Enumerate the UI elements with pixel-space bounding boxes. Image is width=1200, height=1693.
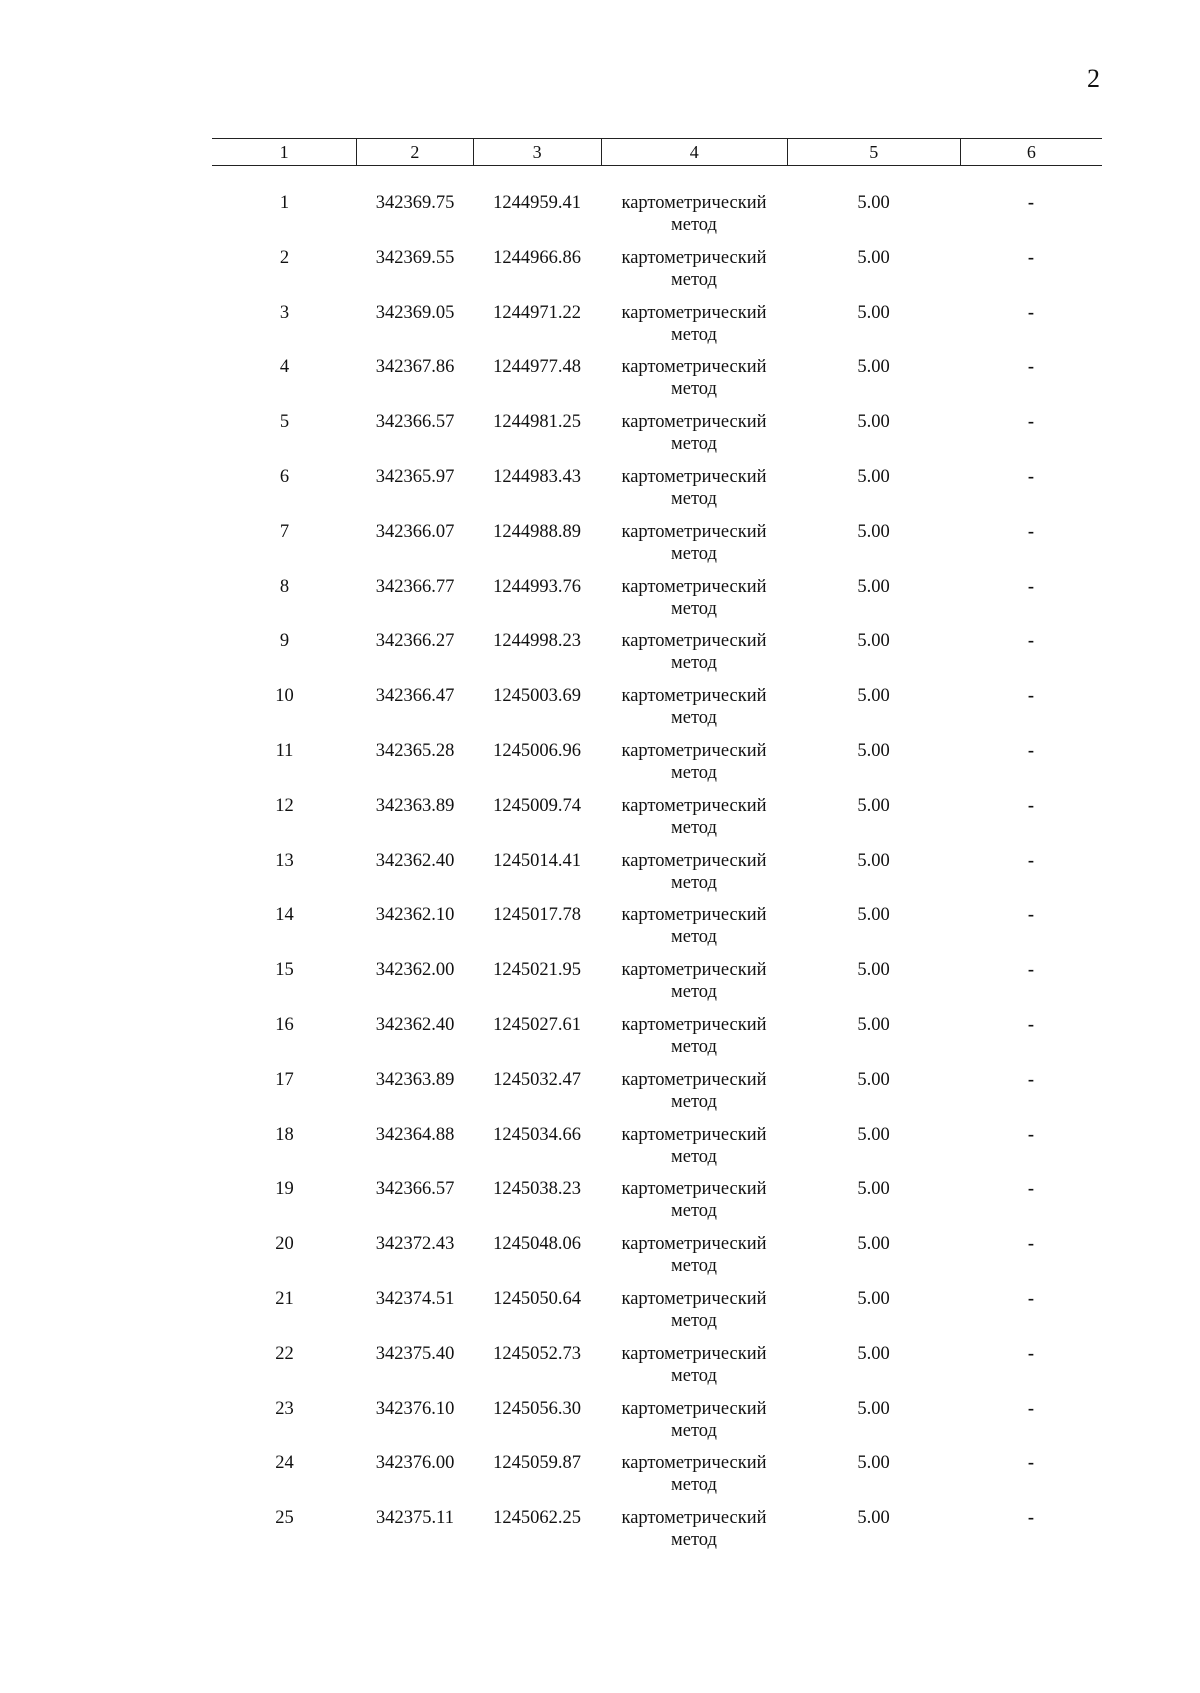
note-value: -: [1027, 740, 1035, 761]
coordinate-y: 1245009.74: [493, 795, 581, 816]
coordinate-x: 342362.00: [375, 960, 455, 981]
method-cell: [601, 795, 787, 850]
coordinate-x: 342369.05: [375, 302, 455, 323]
method-line-2: метод: [671, 817, 717, 838]
coordinate-y: 1245038.23: [493, 1179, 581, 1200]
note-value: -: [1027, 1453, 1035, 1474]
note-value: -: [1027, 850, 1035, 871]
accuracy-value: 5.00: [857, 576, 890, 597]
method-line-1: картометрический: [621, 576, 767, 597]
note-value: -: [1027, 412, 1035, 433]
point-number: 24: [275, 1453, 294, 1474]
coordinate-x: 342366.27: [375, 631, 455, 652]
coordinate-y: 1244977.48: [493, 357, 581, 378]
table-row: [212, 850, 1102, 905]
table-row: [212, 685, 1102, 740]
method-line-1: картометрический: [621, 1234, 767, 1255]
coordinate-x: 342362.10: [375, 905, 455, 926]
accuracy-value: 5.00: [857, 1124, 890, 1145]
table-row: [212, 904, 1102, 959]
method-line-2: метод: [671, 1256, 717, 1277]
note-value: -: [1027, 1288, 1035, 1309]
method-line-1: картометрический: [621, 302, 767, 323]
accuracy-value: 5.00: [857, 247, 890, 268]
note-value: -: [1027, 960, 1035, 981]
coordinate-y: 1245062.25: [493, 1508, 581, 1529]
note-value: -: [1027, 193, 1035, 213]
table-row: [212, 740, 1102, 795]
point-number: 15: [275, 960, 294, 981]
coordinate-y: 1245003.69: [493, 686, 581, 707]
method-line-1: картометрический: [621, 1069, 767, 1090]
method-line-2: метод: [671, 1420, 717, 1441]
coordinate-x: 342366.77: [375, 576, 455, 597]
method-line-1: картометрический: [621, 412, 767, 433]
method-line-2: метод: [671, 982, 717, 1003]
method-line-2: метод: [671, 543, 717, 564]
header-cell-3: 3: [474, 139, 602, 165]
method-cell: [601, 630, 787, 685]
note-value: -: [1027, 795, 1035, 816]
header-cell-2: 2: [357, 139, 473, 165]
note-value: -: [1027, 521, 1035, 542]
coordinate-y: 1244981.25: [493, 412, 581, 433]
method-cell: [601, 247, 787, 302]
method-line-2: метод: [671, 1146, 717, 1167]
table-row: [212, 1178, 1102, 1233]
table-row: [212, 411, 1102, 466]
table-row: [212, 1014, 1102, 1069]
point-number: 18: [275, 1124, 294, 1145]
table-row: [212, 356, 1102, 411]
coordinate-x: 342375.11: [376, 1508, 454, 1529]
accuracy-value: 5.00: [857, 1014, 890, 1035]
method-line-1: картометрический: [621, 1453, 767, 1474]
coordinate-x: 342372.43: [375, 1234, 455, 1255]
method-cell: [601, 1343, 787, 1398]
point-number: 25: [275, 1508, 294, 1529]
point-number: 5: [279, 412, 290, 433]
method-line-2: метод: [671, 653, 717, 674]
method-cell: [601, 192, 787, 247]
coordinate-y: 1245059.87: [493, 1453, 581, 1474]
table-row: [212, 1233, 1102, 1288]
note-value: -: [1027, 576, 1035, 597]
method-line-1: картометрический: [621, 193, 767, 213]
coordinate-x: 342366.57: [375, 1179, 455, 1200]
coordinate-y: 1244971.22: [493, 302, 581, 323]
method-line-2: метод: [671, 927, 717, 948]
coordinate-x: 342362.40: [375, 850, 455, 871]
table-row: [212, 192, 1102, 247]
accuracy-value: 5.00: [857, 1508, 890, 1529]
method-cell: [601, 904, 787, 959]
table-row: [212, 1288, 1102, 1343]
note-value: -: [1027, 1234, 1035, 1255]
table-row: [212, 630, 1102, 685]
method-line-2: метод: [671, 269, 717, 290]
method-line-1: картометрический: [621, 1288, 767, 1309]
method-cell: [601, 1507, 787, 1562]
table-body: [212, 192, 1102, 1562]
method-cell: [601, 685, 787, 740]
method-line-1: картометрический: [621, 850, 767, 871]
method-cell: [601, 356, 787, 411]
table-row: [212, 1398, 1102, 1453]
table-row: [212, 1507, 1102, 1562]
coordinate-x: 342367.86: [375, 357, 455, 378]
method-cell: [601, 411, 787, 466]
point-number: 7: [279, 521, 290, 542]
method-cell: [601, 1014, 787, 1069]
method-cell: [601, 576, 787, 631]
coordinate-x: 342363.89: [375, 795, 455, 816]
method-cell: [601, 850, 787, 905]
method-cell: [601, 466, 787, 521]
table-row: [212, 795, 1102, 850]
method-line-2: метод: [671, 1036, 717, 1057]
note-value: -: [1027, 686, 1035, 707]
point-number: 13: [275, 850, 294, 871]
coordinate-y: 1245021.95: [493, 960, 581, 981]
note-value: -: [1027, 1398, 1035, 1419]
method-line-2: метод: [671, 1091, 717, 1112]
table-row: [212, 1069, 1102, 1124]
method-line-1: картометрический: [621, 1014, 767, 1035]
coordinate-y: 1245006.96: [493, 740, 581, 761]
point-number: 10: [275, 686, 294, 707]
method-line-2: метод: [671, 708, 717, 729]
point-number: 3: [279, 302, 290, 323]
coordinate-y: 1244988.89: [493, 521, 581, 542]
method-line-1: картометрический: [621, 1398, 767, 1419]
point-number: 20: [275, 1234, 294, 1255]
note-value: -: [1027, 357, 1035, 378]
accuracy-value: 5.00: [857, 1234, 890, 1255]
coordinate-y: 1245056.30: [493, 1398, 581, 1419]
coordinate-x: 342365.97: [375, 466, 455, 487]
method-line-2: метод: [671, 215, 717, 235]
coordinate-y: 1244966.86: [493, 247, 581, 268]
method-line-2: метод: [671, 598, 717, 619]
note-value: -: [1027, 247, 1035, 268]
table-row: [212, 466, 1102, 521]
coordinate-x: 342375.40: [375, 1343, 455, 1364]
coordinate-y: 1245014.41: [493, 850, 581, 871]
method-line-2: метод: [671, 872, 717, 893]
note-value: -: [1027, 1508, 1035, 1529]
coordinate-y: 1245017.78: [493, 905, 581, 926]
coordinate-x: 342369.75: [375, 193, 455, 213]
table-row: [212, 1452, 1102, 1507]
page-number: 2: [1087, 64, 1100, 93]
accuracy-value: 5.00: [857, 740, 890, 761]
coordinate-y: 1244998.23: [493, 631, 581, 652]
method-cell: [601, 1233, 787, 1288]
method-line-2: метод: [671, 1310, 717, 1331]
coordinate-x: 342366.47: [375, 686, 455, 707]
method-cell: [601, 1288, 787, 1343]
accuracy-value: 5.00: [857, 466, 890, 487]
note-value: -: [1027, 302, 1035, 323]
note-value: -: [1027, 1069, 1035, 1090]
accuracy-value: 5.00: [857, 302, 890, 323]
note-value: -: [1027, 466, 1035, 487]
coordinate-y: 1244993.76: [493, 576, 581, 597]
accuracy-value: 5.00: [857, 795, 890, 816]
coordinate-x: 342362.40: [375, 1014, 455, 1035]
method-cell: [601, 1069, 787, 1124]
accuracy-value: 5.00: [857, 193, 890, 213]
method-cell: [601, 959, 787, 1014]
coordinate-x: 342365.28: [375, 740, 455, 761]
method-line-1: картометрический: [621, 466, 767, 487]
accuracy-value: 5.00: [857, 1179, 890, 1200]
method-cell: [601, 1398, 787, 1453]
coordinate-y: 1245048.06: [493, 1234, 581, 1255]
method-line-2: метод: [671, 1201, 717, 1222]
method-line-1: картометрический: [621, 1179, 767, 1200]
coordinate-y: 1245052.73: [493, 1343, 581, 1364]
method-line-1: картометрический: [621, 686, 767, 707]
method-line-1: картометрический: [621, 247, 767, 268]
coordinate-y: 1245032.47: [493, 1069, 581, 1090]
coordinate-x: 342363.89: [375, 1069, 455, 1090]
method-line-2: метод: [671, 1530, 717, 1551]
accuracy-value: 5.00: [857, 1288, 890, 1309]
table-row: [212, 302, 1102, 357]
coordinate-x: 342366.57: [375, 412, 455, 433]
method-line-2: метод: [671, 1365, 717, 1386]
point-number: 2: [279, 247, 290, 268]
table-row: [212, 247, 1102, 302]
method-line-1: картометрический: [621, 905, 767, 926]
accuracy-value: 5.00: [857, 960, 890, 981]
coordinate-x: 342366.07: [375, 521, 455, 542]
method-line-1: картометрический: [621, 960, 767, 981]
accuracy-value: 5.00: [857, 631, 890, 652]
note-value: -: [1027, 1179, 1035, 1200]
point-number: 23: [275, 1398, 294, 1419]
method-line-1: картометрический: [621, 357, 767, 378]
method-cell: [601, 740, 787, 795]
method-cell: [601, 1124, 787, 1179]
header-cell-5: 5: [788, 139, 961, 165]
accuracy-value: 5.00: [857, 412, 890, 433]
method-cell: [601, 521, 787, 576]
coordinate-y: 1245027.61: [493, 1014, 581, 1035]
accuracy-value: 5.00: [857, 357, 890, 378]
note-value: -: [1027, 631, 1035, 652]
coordinate-x: 342374.51: [375, 1288, 455, 1309]
coordinate-y: 1245050.64: [493, 1288, 581, 1309]
method-cell: [601, 1452, 787, 1507]
method-line-1: картометрический: [621, 1343, 767, 1364]
point-number: 16: [275, 1014, 294, 1035]
header-cell-4: 4: [602, 139, 788, 165]
note-value: -: [1027, 1343, 1035, 1364]
accuracy-value: 5.00: [857, 1398, 890, 1419]
point-number: 19: [275, 1179, 294, 1200]
point-number: 12: [275, 795, 294, 816]
note-value: -: [1027, 1014, 1035, 1035]
method-line-1: картометрический: [621, 795, 767, 816]
coordinates-table: [212, 138, 1102, 1562]
coordinate-y: 1245034.66: [493, 1124, 581, 1145]
coordinate-y: 1244983.43: [493, 466, 581, 487]
method-line-2: метод: [671, 762, 717, 783]
point-number: 1: [279, 193, 290, 213]
header-cell-1: 1: [212, 139, 357, 165]
method-line-2: метод: [671, 324, 717, 345]
method-line-1: картометрический: [621, 1124, 767, 1145]
accuracy-value: 5.00: [857, 686, 890, 707]
coordinate-x: 342376.10: [375, 1398, 455, 1419]
accuracy-value: 5.00: [857, 1343, 890, 1364]
coordinate-x: 342376.00: [375, 1453, 455, 1474]
point-number: 6: [279, 466, 290, 487]
method-line-1: картометрический: [621, 1508, 767, 1529]
note-value: -: [1027, 905, 1035, 926]
method-line-1: картометрический: [621, 631, 767, 652]
header-cell-6: 6: [1026, 142, 1036, 162]
table-row: [212, 576, 1102, 631]
accuracy-value: 5.00: [857, 850, 890, 871]
table-row: [212, 1124, 1102, 1179]
method-line-1: картометрический: [621, 521, 767, 542]
table-header-row: [212, 138, 1102, 166]
note-value: -: [1027, 1124, 1035, 1145]
method-line-2: метод: [671, 379, 717, 400]
table-row: [212, 1343, 1102, 1398]
coordinate-x: 342364.88: [375, 1124, 455, 1145]
point-number: 17: [275, 1069, 294, 1090]
method-line-2: метод: [671, 1475, 717, 1496]
coordinate-x: 342369.55: [375, 247, 455, 268]
accuracy-value: 5.00: [857, 1453, 890, 1474]
table-row: [212, 959, 1102, 1014]
point-number: 8: [279, 576, 290, 597]
table-row: [212, 521, 1102, 576]
point-number: 9: [279, 631, 290, 652]
accuracy-value: 5.00: [857, 1069, 890, 1090]
accuracy-value: 5.00: [857, 521, 890, 542]
point-number: 21: [275, 1288, 294, 1309]
point-number: 22: [275, 1343, 294, 1364]
coordinate-y: 1244959.41: [493, 193, 581, 213]
method-line-2: метод: [671, 488, 717, 509]
method-line-2: метод: [671, 434, 717, 455]
point-number: 4: [279, 357, 290, 378]
point-number: 11: [275, 740, 294, 761]
method-cell: [601, 302, 787, 357]
method-cell: [601, 1178, 787, 1233]
accuracy-value: 5.00: [857, 905, 890, 926]
point-number: 14: [275, 905, 294, 926]
method-line-1: картометрический: [621, 740, 767, 761]
